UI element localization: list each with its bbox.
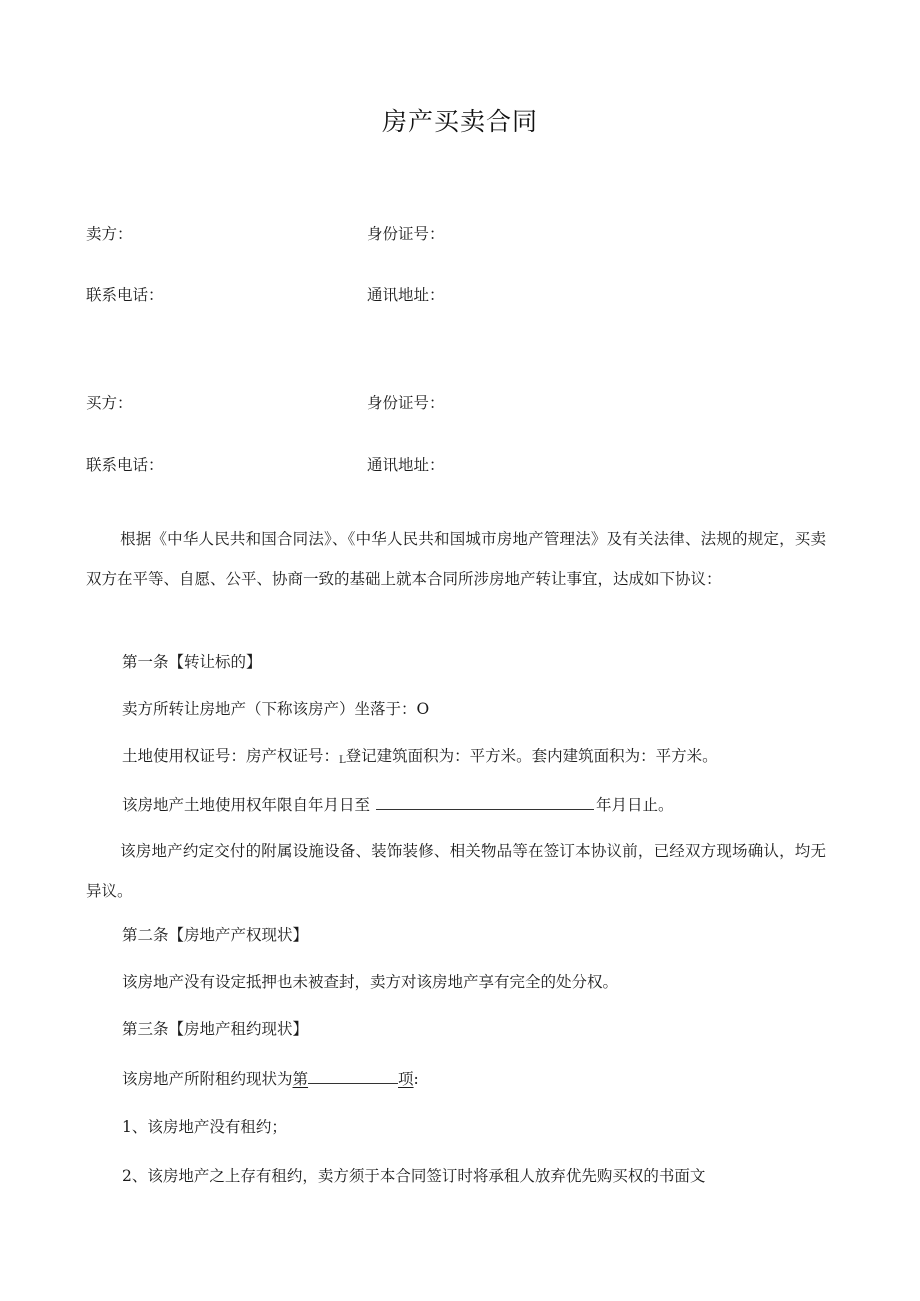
document-title: 房产买卖合同 <box>381 107 538 136</box>
seller-name-label: 卖方： <box>86 225 133 243</box>
buyer-address-label: 通讯地址： <box>367 456 445 474</box>
seller-id-label: 身份证号： <box>367 225 445 243</box>
article1-fixtures: 该房地产约定交付的附属设施设备、装饰装修、相关物品等在签订本协议前，已经双方现场确认，均无异议。 <box>86 842 826 900</box>
article3-item2: 2、该房地产之上存有租约，卖方须于本合同签订时将承租人放弃优先购买权的书面文 <box>122 1167 706 1185</box>
seller-phone-label: 联系电话： <box>86 286 164 304</box>
article1-location: 卖方所转让房地产（下称该房产）坐落于：O <box>122 700 430 718</box>
article2-heading: 第二条【房地产产权现状】 <box>122 926 309 944</box>
article3-item1: 1、该房地产没有租约； <box>122 1118 287 1136</box>
term-start-text: 该房地产土地使用权年限自年月日至 <box>122 796 371 814</box>
status-blank <box>308 1067 398 1084</box>
cert-text-1: 土地使用权证号：房产权证号： <box>122 747 340 765</box>
seller-address-label: 通讯地址： <box>367 286 445 304</box>
article1-heading: 第一条【转让标的】 <box>122 653 262 671</box>
term-blank <box>376 793 594 810</box>
buyer-id-label: 身份证号： <box>367 394 445 412</box>
article3-heading: 第三条【房地产租约现状】 <box>122 1020 309 1038</box>
buyer-name-label: 买方： <box>86 394 133 412</box>
term-end-text: 年月日止。 <box>596 796 674 814</box>
article2-body: 该房地产没有设定抵押也未被查封，卖方对该房地产享有完全的处分权。 <box>122 973 619 991</box>
preamble-paragraph: 根据《中华人民共和国合同法》、《中华人民共和国城市房地产管理法》及有关法律、法规的规定，买卖双方在平等、自愿、公平、协商一致的基础上就本合同所涉房地产转让事宜，达成如下协议： <box>86 530 826 588</box>
article1-term <box>122 793 674 815</box>
status-xiang: 项 <box>398 1070 414 1088</box>
status-suffix: : <box>413 1070 419 1088</box>
status-di: 第 <box>292 1070 309 1088</box>
status-prefix: 该房地产所附租约现状为 <box>122 1070 293 1088</box>
article1-certificates <box>122 746 718 771</box>
article3-status <box>122 1067 419 1089</box>
cert-mark: L <box>339 755 346 766</box>
cert-text-2: 登记建筑面积为：平方米。套内建筑面积为：平方米。 <box>345 747 718 765</box>
buyer-phone-label: 联系电话： <box>86 456 164 474</box>
